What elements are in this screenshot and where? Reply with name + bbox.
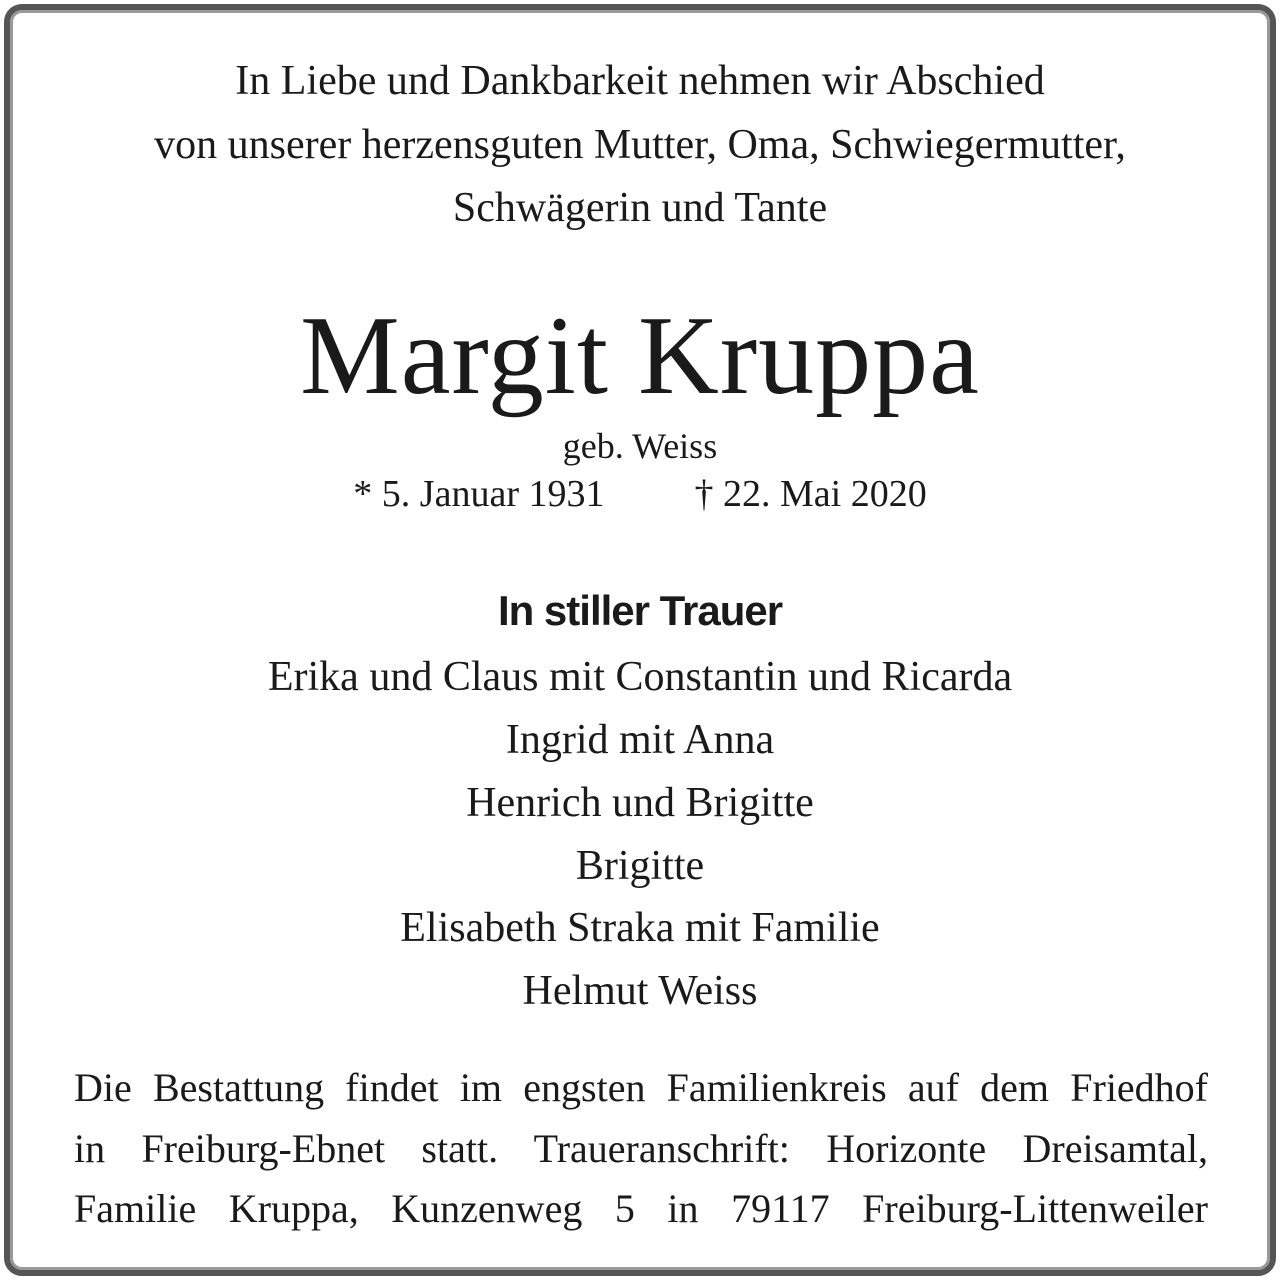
notice-line-1: Die Bestattung findet im engsten Familienkreis auf dem Friedhof [74, 1065, 1208, 1110]
mourner-4: Brigitte [575, 843, 705, 889]
mourner-6: Helmut Weiss [522, 968, 758, 1014]
mourner-5: Elisabeth Straka mit Familie [400, 905, 880, 951]
mourner-3: Henrich und Brigitte [466, 780, 814, 826]
birth-date: * 5. Januar 1931 [353, 473, 605, 515]
intro-line-3: Schwägerin und Tante [452, 185, 828, 231]
death-date: † 22. Mai 2020 [694, 473, 927, 515]
intro-line-1: In Liebe und Dankbarkeit nehmen wir Abschied [235, 58, 1045, 104]
deceased-name: Margit Kruppa [300, 294, 980, 418]
mourner-2: Ingrid mit Anna [505, 717, 775, 763]
life-dates [0, 475, 1280, 513]
mourning-title: In stiller Trauer [497, 587, 783, 634]
mourner-1: Erika und Claus mit Constantin und Ricarda [267, 654, 1013, 700]
notice-line-2: in Freiburg-Ebnet statt. Traueranschrift: Horizonte Dreisamtal, [74, 1126, 1208, 1171]
intro-line-2: von unserer herzensguten Mutter, Oma, Schwiegermutter, [154, 122, 1126, 168]
notice-line-3: Familie Kruppa, Kunzenweg 5 in 79117 Freiburg-Littenweiler [74, 1186, 1208, 1231]
maiden-name: geb. Weiss [562, 426, 718, 466]
